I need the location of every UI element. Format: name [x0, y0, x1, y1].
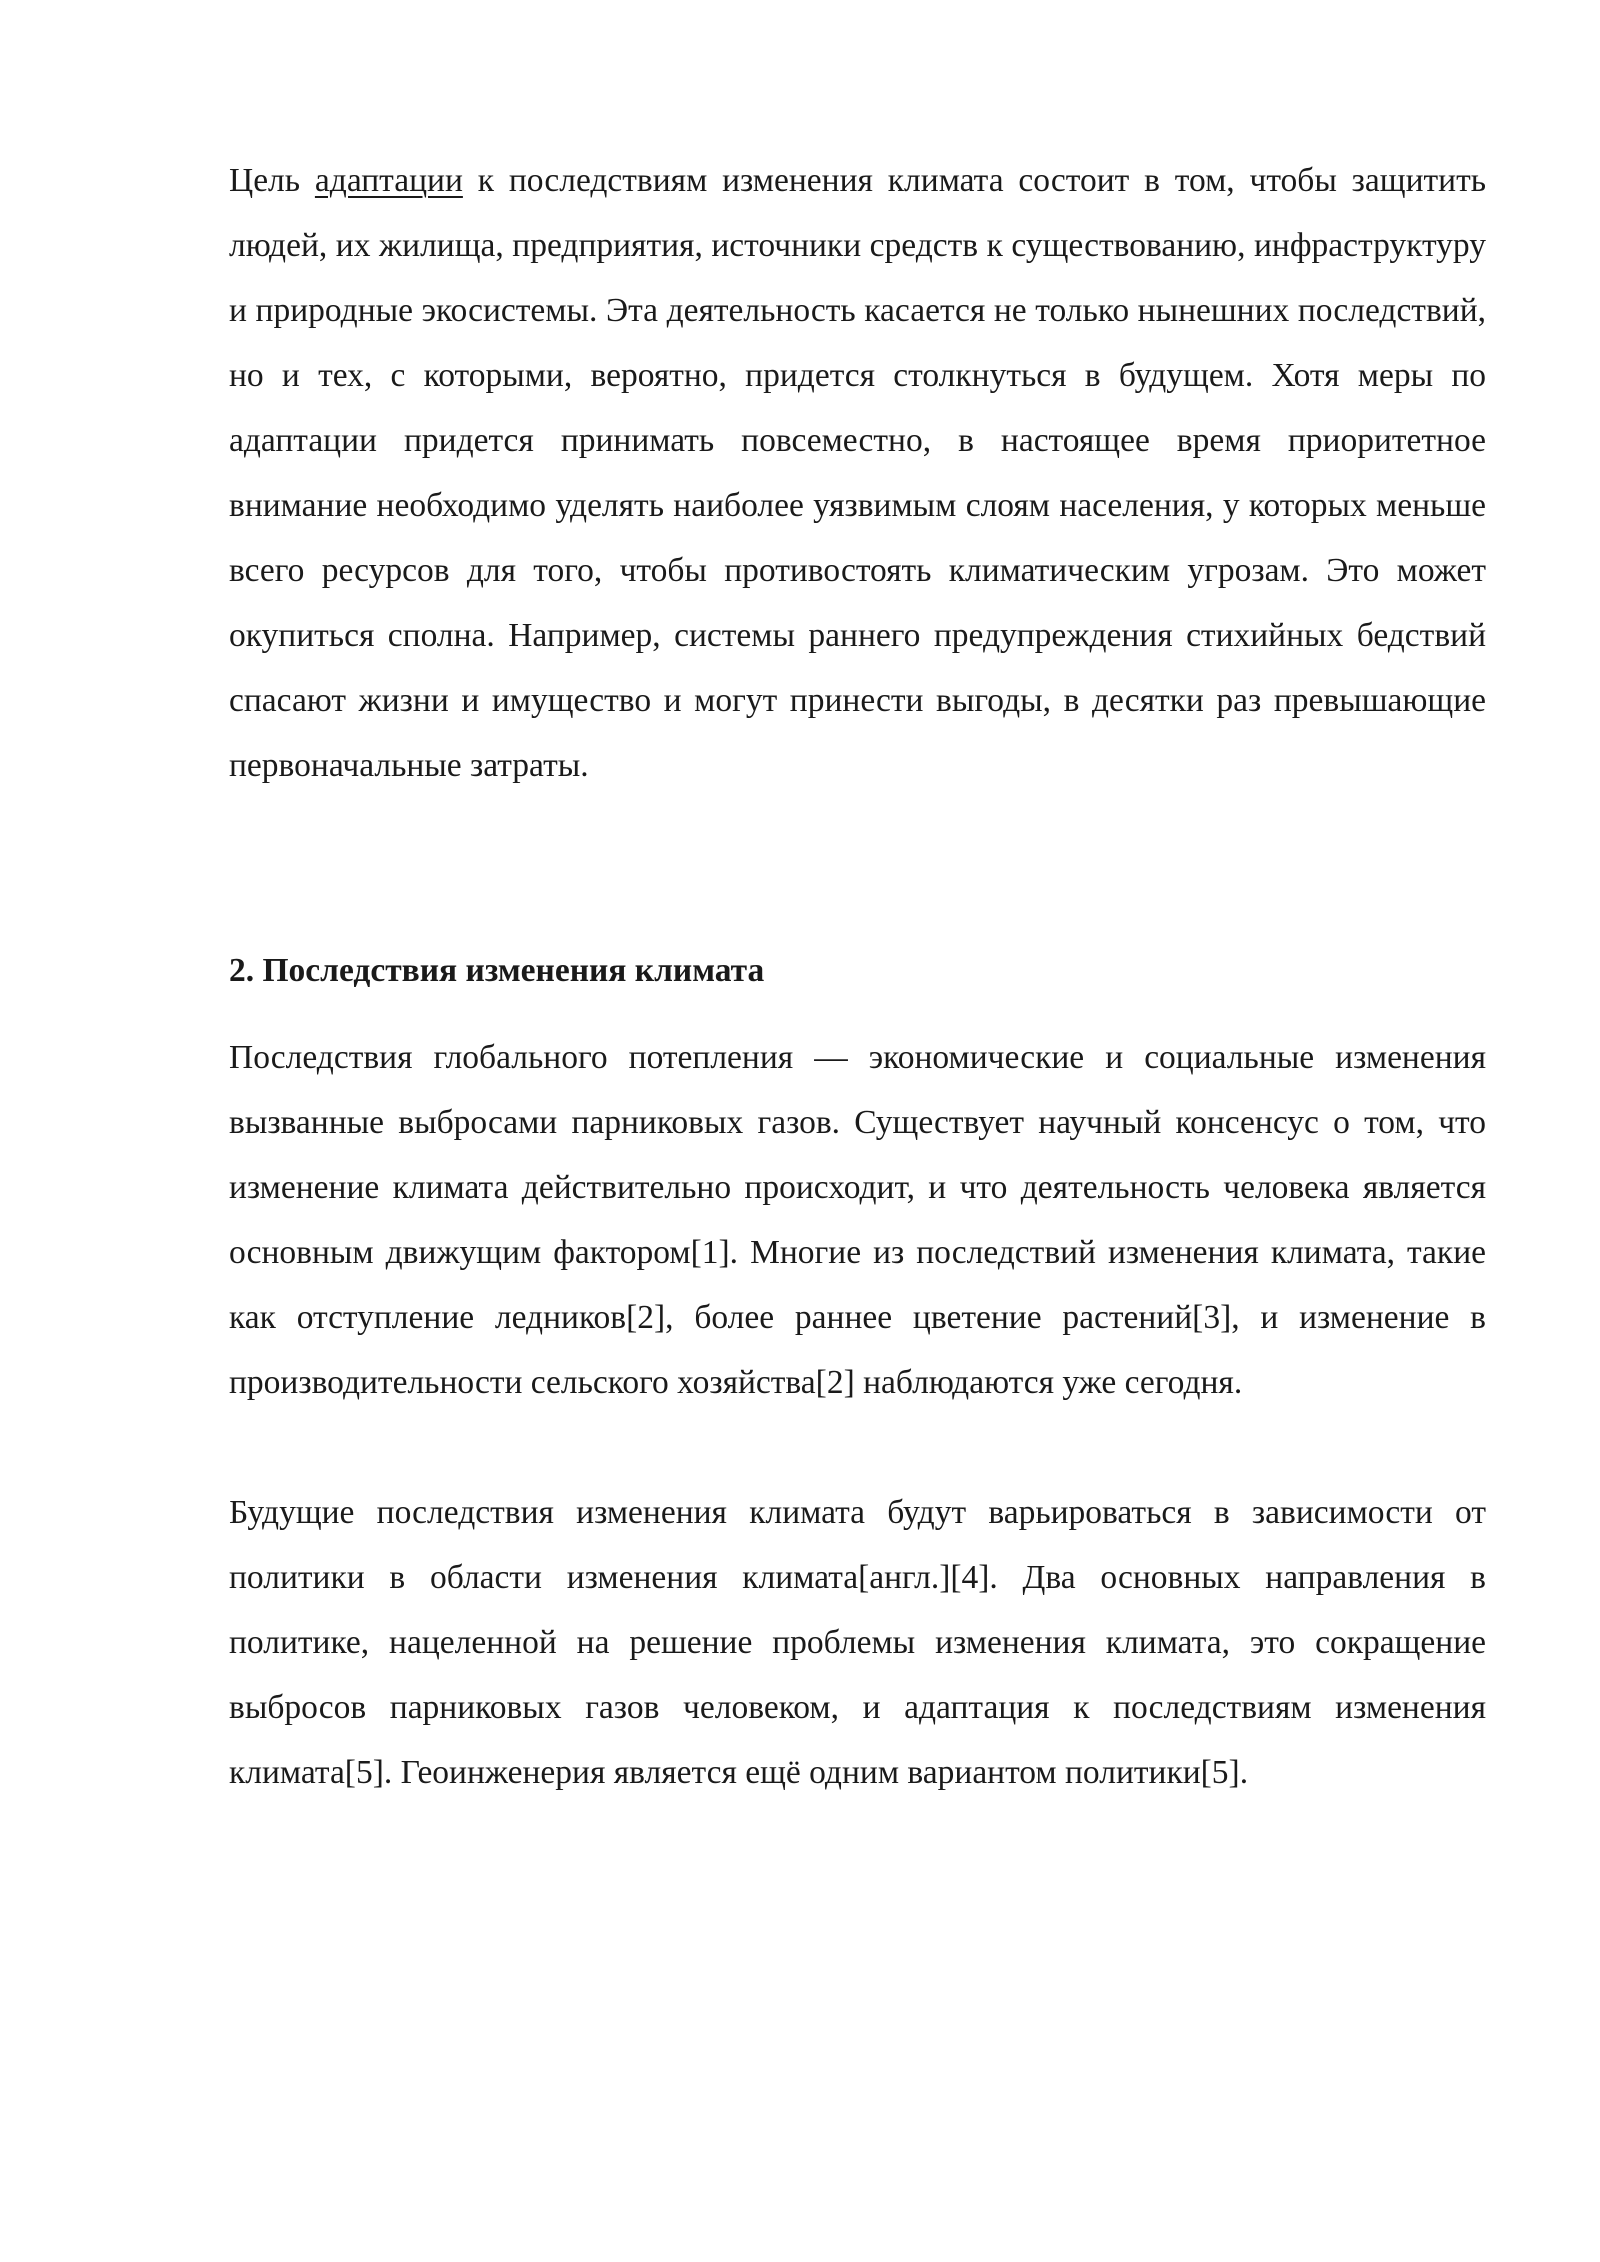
paragraph-adaptation [229, 148, 1486, 798]
paragraph-consequences: Последствия глобального потепления — экономические и социальные изменения вызванные выбросами парниковых газов. Существует научный консенсус о том, что изменение климата действительно происходит, и что деятельность человека является основным движущим фактором[1]. Многие из последствий изменения климата, такие как отступление ледников[2], более раннее цветение растений[3], и изменение в производительности сельского хозяйства[2] наблюдаются уже сегодня. [229, 1039, 1486, 1401]
section-heading: 2. Последствия изменения климата [229, 952, 765, 989]
paragraph-adaptation-text-start: Цель [229, 162, 315, 199]
adaptation-link[interactable]: адаптации [314, 162, 463, 199]
paragraph-future-consequences: Будущие последствия изменения климата будут варьироваться в зависимости от политики в области изменения климата[англ.][4]. Два основных направления в политике, нацеленной на решение проблемы изменения климата, это сокращение выбросов парниковых газов человеком, и адаптация к последствиям изменения климата[5]. Геоинженерия является ещё одним вариантом политики[5]. [229, 1494, 1486, 1791]
paragraph-adaptation-text-end: к последствиям изменения климата состоит в том, чтобы защитить людей, их жилища, предприятия, источники средств к существованию, инфраструктуру и природные экосистемы. Эта деятельность касается не только нынешних последствий, но и тех, с которыми, вероятно, придется столкнуться в будущем. Хотя меры по адаптации придется принимать повсеместно, в настоящее время приоритетное внимание необходимо уделять наиболее уязвимым слоям населения, у которых меньше всего ресурсов для того, чтобы противостоять климатическим угрозам. Это может окупиться сполна. Например, системы раннего предупреждения стихийных бедствий спасают жизни и имущество и могут принести выгоды, в десятки раз превышающие первоначальные затраты. [229, 162, 1486, 784]
